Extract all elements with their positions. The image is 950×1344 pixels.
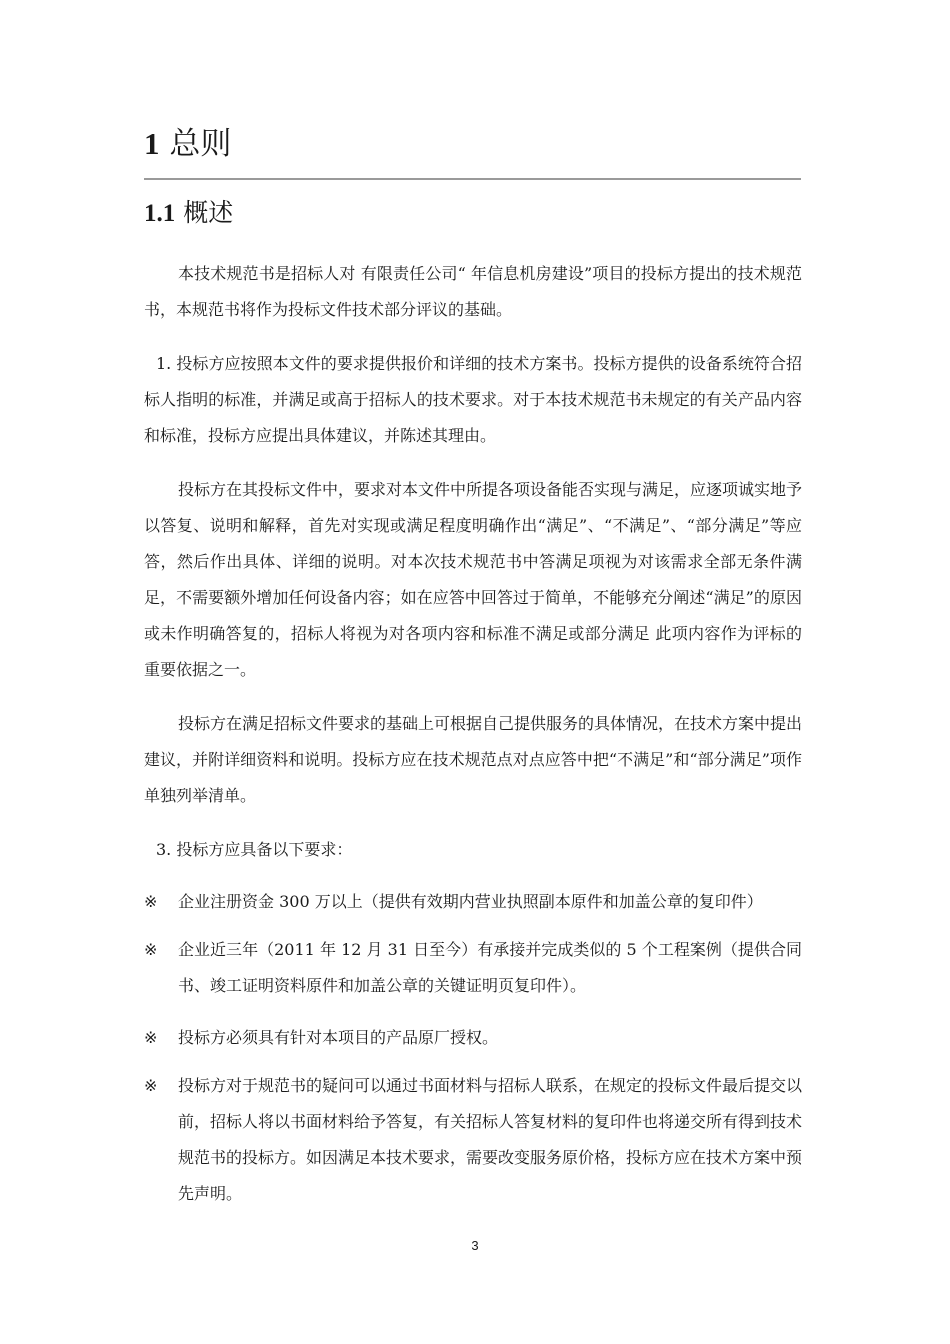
suggestion-paragraph: 投标方在满足招标文件要求的基础上可根据自己提供服务的具体情况，在技术方案中提出建议，并附详细资料和说明。投标方应在技术规范点对点应答中把“不满足”和“部分满足”项作单独列举清单。	[144, 714, 803, 805]
requirement-1-paragraph: 1. 投标方应按照本文件的要求提供报价和详细的技术方案书。投标方提供的设备系统符合招标人指明的标准，并满足或高于招标人的技术要求。对于本技术规范书未规定的有关产品内容和标准，投标方应提出具体建议，并陈述其理由。	[144, 354, 802, 445]
bullet-item	[144, 1068, 802, 1212]
section-number: 1	[144, 126, 160, 161]
response-paragraph: 投标方在其投标文件中，要求对本文件中所提各项设备能否实现与满足，应逐项诚实地予以答复、说明和解释，首先对实现或满足程度明确作出“满足”、“不满足”、“部分满足”等应答，然后作出具体、详细的说明。对本次技术规范书中答满足项视为对该需求全部无条件满足，不需要额外增加任何设备内容；如在应答中回答过于简单，不能够充分阐述“满足”的原因或未作明确答复的，招标人将视为对各项内容和标准不满足或部分满足 此项内容作为评标的重要依据之一。	[144, 480, 803, 679]
subsection-number: 1.1	[144, 200, 176, 227]
bullet-item	[144, 932, 802, 1004]
bullet-text: 企业注册资金 300 万以上（提供有效期内营业执照副本原件和加盖公章的复印件）	[178, 892, 763, 911]
bullet-item	[144, 1020, 802, 1056]
section-heading	[144, 122, 231, 166]
intro-paragraph: 本技术规范书是招标人对 有限责任公司“ 年信息机房建设”项目的投标方提出的技术规范书，本规范书将作为投标文件技术部分评议的基础。	[144, 264, 802, 319]
bullet-item	[144, 884, 802, 920]
bullet-symbol: ※	[144, 892, 158, 911]
bullet-symbol: ※	[144, 1076, 158, 1095]
section-title: 总则	[169, 126, 232, 162]
page-number: 3	[471, 1238, 479, 1253]
bullet-symbol: ※	[144, 1028, 158, 1047]
bullet-text: 投标方对于规范书的疑问可以通过书面材料与招标人联系，在规定的投标文件最后提交以前，招标人将以书面材料给予答复，有关招标人答复材料的复印件也将递交所有得到技术规范书的投标方。如因满足本技术要求，需要改变服务原价格，投标方应在技术方案中预先声明。	[178, 1076, 803, 1203]
heading-divider	[144, 178, 801, 180]
bullet-text: 投标方必须具有针对本项目的产品原厂授权。	[178, 1028, 499, 1047]
bullet-symbol: ※	[144, 940, 158, 959]
bullet-text: 企业近三年（2011 年 12 月 31 日至今）有承接并完成类似的 5 个工程案例（提供合同书、竣工证明资料原件和加盖公章的关键证明页复印件）。	[178, 940, 802, 995]
subsection-heading	[144, 196, 233, 231]
requirement-3-paragraph: 3. 投标方应具备以下要求：	[156, 840, 353, 859]
subsection-title: 概述	[183, 198, 234, 227]
